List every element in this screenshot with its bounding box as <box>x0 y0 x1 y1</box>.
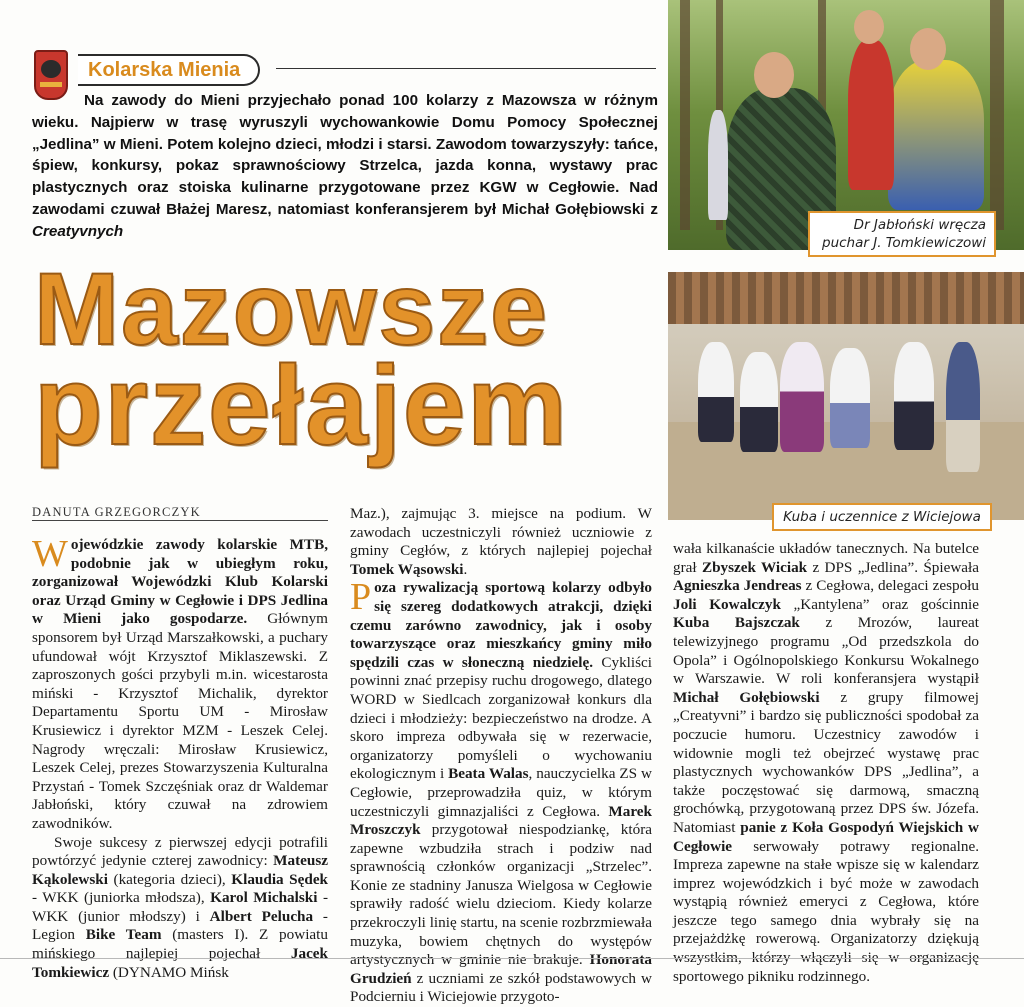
col3-text: wała kilkanaście układów tanecznych. Na butelce grał <box>673 540 979 576</box>
boy-singer <box>946 342 980 472</box>
col2-text: , nauczycielka ZS w Cegłowie, przeprowadziła quiz, w którym uczestniczyli gimnazjaliści z Cegłowa. <box>350 765 652 820</box>
drop-cap: W <box>32 533 68 575</box>
section-rule <box>276 68 656 69</box>
col1-text: (DYNAMO Mińsk <box>109 963 229 981</box>
col2-name-bold: Tomek Wąsowski <box>350 560 464 578</box>
person-cyclist-jersey <box>888 60 984 210</box>
photo-dancing-girls <box>668 272 1024 520</box>
dancer <box>830 348 870 448</box>
col3-name-bold: Joli Kowalczyk <box>673 595 781 613</box>
col3-text: z Mrozów, laureat telewizyjnego programu „Od przedszkola do Opola” i Ogólnopolskiego Konkursu Wokalnego w Warszawie. W roli konferansjera wystąpił <box>673 614 979 688</box>
col2-text: . <box>463 560 468 578</box>
col1-name-bold: Bike Team <box>85 926 162 944</box>
pavilion-roof <box>668 272 1024 324</box>
coat-of-arms-bar <box>40 82 62 87</box>
article-column-3 <box>673 540 979 986</box>
col1-name-bold: Mateusz Kąkolewski <box>32 852 328 888</box>
col3-name-bold: panie z Koła Gospodyń Wiejskich w Cegłowie <box>673 818 979 855</box>
col1-text: - WKK (junior młodszy) i <box>32 889 328 925</box>
col1-name-bold: Karol Michalski <box>210 889 318 907</box>
headline-line-1: Mazowsze <box>34 252 549 366</box>
col2-lead-bold: oza rywalizacją sportową kolarzy odbyło się szereg dodatkowych atrakcji, dzięki czemu zarówno zawodnicy, jak i osoby towarzyszące oraz mieszkańcy gminy miło spędzili czas w słoneczną niedzielę. <box>350 579 652 671</box>
col1-lead-bold: ojewódzkie zawody kolarskie MTB, podobnie jak w ubiegłym roku, zorganizował Wojewódzki Klub Kolarski oraz Urząd Gminy w Cegłowie i DPS Jedlina w Mieni jako gospodarze. <box>32 536 328 628</box>
person-head <box>754 52 794 98</box>
photo-caption: Kuba i uczennice z Wiciejowa <box>772 503 992 531</box>
dancer <box>894 342 934 450</box>
col3-text: „Kantylena” oraz gościnnie <box>780 595 980 613</box>
col2-text: z uczniami ze szkół podstawowych w Podcierniu i Wiciejowie przygoto- <box>350 969 652 1006</box>
col3-name-bold: Zbyszek Wiciak <box>701 558 808 576</box>
tree-trunk <box>680 0 690 230</box>
col2-paragraph-2 <box>350 576 652 1007</box>
lead-text-italic: Creatyvnych <box>32 222 124 240</box>
photo-caption: Dr Jabłoński wręcza puchar J. Tomkiewiczowi <box>808 211 996 257</box>
dancer <box>698 342 734 442</box>
person-head <box>910 28 946 70</box>
article-column-1 <box>32 533 329 982</box>
dancer <box>740 352 778 452</box>
col1-paragraph-1 <box>32 533 328 834</box>
col1-text: (masters I). Z powiatu mińskiego najlepiej pojechał <box>32 926 328 963</box>
page-bottom-rule <box>0 958 1024 959</box>
col3-name-bold: Agnieszka Jendreas <box>673 577 802 595</box>
col2-paragraph-1 <box>350 505 652 579</box>
person-red-shirt <box>848 40 894 190</box>
col3-text: serwowały potrawy regionalne. Impreza zapewne na stałe wpisze się w kalendarz imprez wojewódzkich i być może w zawodach wystąpią również emeryci z Cegłowa, które jeszcze tego samego dnia wybrały się na przejażdżkę rowerową. Organizatorzy dziękują wszystkim, którzy włączyli się w organizację sportowego pikniku rodzinnego. <box>673 837 979 985</box>
col1-text: - Legion <box>32 907 328 944</box>
dancer <box>780 342 824 452</box>
col1-text: Swoje sukcesy z pierwszej edycji potrafili powtórzyć jedynie czterej zawodnicy: <box>32 833 328 870</box>
person-background <box>708 110 728 220</box>
lead-text: Na zawody do Mieni przyjechało ponad 100 kolarzy z Mazowsza w różnym wieku. Najpierw w trasę wyruszyli wychowankowie Domu Pomocy Społecznej „Jedlina” w Mieni. Potem kolejno dzieci, młodzi i starsi. Zawodom towarzyszyły: tańce, śpiew, konkursy, pokaz sprawnościowy Strzelca, jazda konna, wystawy prac plastycznych oraz stoiska kulinarne przygotowane przez KGW w Cegłowie. Nad zawodami czuwał Błażej Maresz, natomiast konferansjerem był Michał Gołębiowski z <box>32 92 658 218</box>
section-label: Kolarska Mienia <box>78 54 260 86</box>
author-byline: DANUTA GRZEGORCZYK <box>32 505 201 519</box>
col1-name-bold: Albert Pelucha <box>209 907 314 925</box>
col2-name-bold: Marek Mroszczyk <box>350 802 652 839</box>
article-column-2 <box>350 505 652 1007</box>
col2-name-bold: Beata Walas <box>448 765 529 783</box>
col1-text: Głównym sponsorem był Urząd Marszałkowski, a puchary ufundował wójt Krzysztof Miklaszewski. Z zaproszonych gości przybyli m.in. wicestarosta miński - Krzysztof Michalik, dyrektor Departamentu Sportu UM - Mirosław Krusiewicz i dyrektor MZM - Leszek Celej. Nagrody wręczali: Mirosław Krusiewicz, Leszek Celej, prezes Stowarzyszenia Kulturalna Przystań - Tomek Szczęśniak oraz dr Waldemar Jabłoński, który czuwał na zdrowiem zawodników. <box>32 610 328 832</box>
col2-text: przygotował niespodziankę, która zapewne wzbudziła strach i podziw nad sprawnością członków organizacji „Strzelec”. Konie ze stadniny Janusza Wielgosa w Cegłowie sprawiły radość wielu dzieciom. Kiedy kolarze przekroczyli linię startu, na scenie rozbrzmiewała muzyka, bowiem chętnych do występów artystycznych w gminie nie brakuje. <box>350 821 652 969</box>
tree-trunk <box>990 0 1004 230</box>
col2-name-bold: Honorata Grudzień <box>350 951 652 987</box>
col3-name-bold: Kuba Bajszczak <box>673 614 800 632</box>
author-rule <box>32 520 328 521</box>
col1-name-bold: Klaudia Sędek <box>231 870 329 888</box>
col2-text: Cykliści powinni znać przepisy ruchu drogowego, dlatego WORD w Siedlcach zorganizował konkurs dla dzieci i młodzieży: bezpieczeństwo na drodze. A skoro impreza odbywała się w rezerwacie, organizatorzy pomyśleli o wychowaniu ekologicznym i <box>350 653 652 783</box>
drop-cap: P <box>350 576 372 619</box>
col3-text: z Cegłowa, delegaci zespołu <box>801 577 979 595</box>
person-head <box>854 10 884 44</box>
headline-line-2: przełajem <box>34 343 569 468</box>
lead-paragraph <box>32 90 658 243</box>
col2-text: Maz.), zajmując 3. miejsce na podium. W zawodach uczestniczyli również uczniowie z gminy Cegłów, z których najlepiej pojechał <box>350 505 652 560</box>
coat-of-arms-emblem <box>41 60 61 78</box>
col1-text: - WKK (juniorka młodsza), <box>32 889 211 907</box>
col3-text: z DPS „Jedlina”. Śpiewała <box>807 558 979 576</box>
col1-name-bold: Jacek Tomkiewicz <box>32 945 328 981</box>
col3-paragraph-1 <box>673 540 979 986</box>
col1-text: (kategoria dzieci), <box>107 870 232 888</box>
col3-text: z grupy filmowej „Creatyvni” i bardzo się publiczności spodobał za poczucie humoru. Uczestnicy zawodów i widownie mogli też obejrzeć wystawę prac plastycznych wychowanków DPS „Jedlina”, a także poczęstować się darmową, smaczną grochówką, przygotowaną przez DPS św. Józefa. Natomiast <box>673 688 979 836</box>
col3-name-bold: Michał Gołębiowski <box>673 688 820 706</box>
col1-paragraph-2 <box>32 834 328 983</box>
